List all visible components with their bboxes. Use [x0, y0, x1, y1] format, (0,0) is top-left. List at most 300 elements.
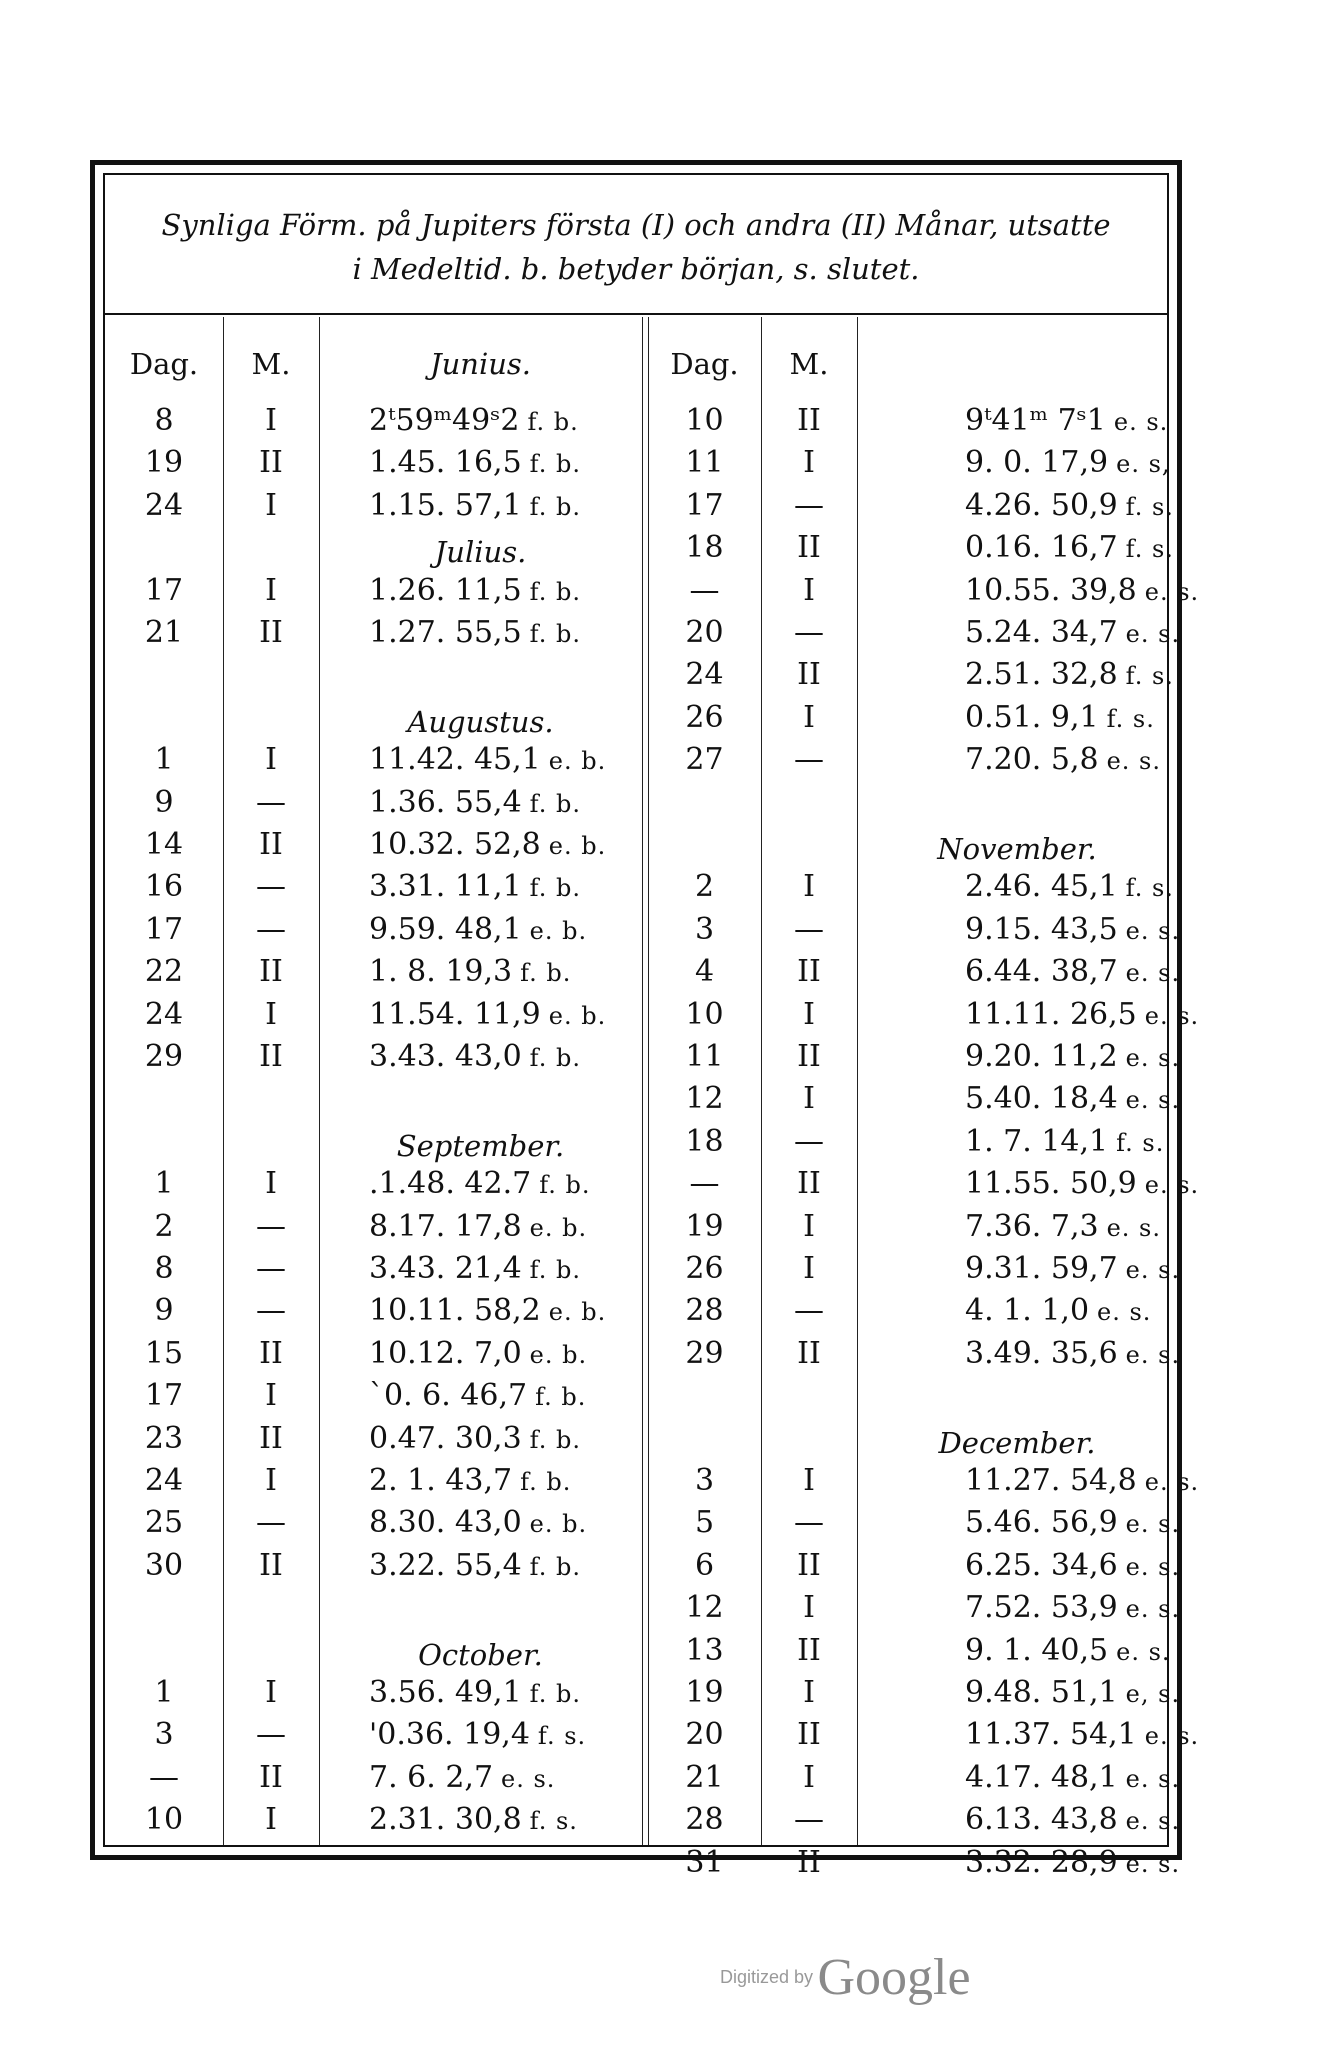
- time-value: 2.46. 45,1: [965, 869, 1118, 905]
- day-cell: 21: [685, 1759, 724, 1795]
- time-value: 2.51. 32,8: [965, 657, 1118, 693]
- day-cell: 13: [685, 1632, 724, 1668]
- time-value: 4. 1. 1,0: [965, 1293, 1090, 1329]
- day-cell: 17: [144, 911, 184, 947]
- header-dag-right: Dag.: [670, 347, 739, 381]
- moon-cell: —: [256, 784, 286, 820]
- time-cell: [965, 1842, 1181, 1884]
- moon-cell: II: [259, 1039, 283, 1074]
- time-value: 6.44. 38,7: [965, 954, 1118, 990]
- time-cell: [369, 1714, 642, 1756]
- moon-cell: I: [265, 1166, 277, 1202]
- event-suffix: e. s.: [1144, 1722, 1200, 1751]
- time-cell: [965, 1502, 1181, 1544]
- time-value: 7.20. 5,8: [965, 742, 1099, 778]
- time-cell: [369, 1502, 642, 1544]
- moon-cell: II: [797, 530, 821, 566]
- event-suffix: f. b.: [529, 620, 581, 648]
- moon-cell: I: [265, 1378, 277, 1414]
- time-cell: [965, 1799, 1181, 1841]
- day-cell: 5: [694, 1505, 715, 1541]
- time-cell: [965, 1757, 1181, 1799]
- time-cell: [369, 1460, 642, 1502]
- time-value: 1.45. 16,5: [369, 445, 522, 481]
- moon-cell: II: [259, 1420, 283, 1456]
- caption-line-2: i Medeltid. b. betyder början, s. slutet.: [352, 252, 920, 286]
- moon-cell: —: [794, 742, 824, 778]
- event-suffix: e. s.: [1125, 959, 1181, 988]
- day-cell: 18: [685, 530, 724, 566]
- day-cell: 12: [685, 1081, 724, 1117]
- time-cell: [369, 782, 642, 824]
- event-suffix: e. s.: [1125, 620, 1181, 648]
- event-suffix: e. b.: [548, 1001, 607, 1030]
- day-cell: 2: [694, 869, 715, 905]
- time-cell: [965, 1545, 1181, 1587]
- event-suffix: e. s.: [1106, 747, 1161, 776]
- event-suffix: e. b.: [529, 1213, 588, 1242]
- event-suffix: f. b.: [529, 1552, 581, 1581]
- event-suffix: e. s.: [1144, 1171, 1200, 1200]
- time-cell: [965, 1587, 1181, 1629]
- time-cell: [369, 1206, 642, 1248]
- table-frame: [90, 160, 1200, 1880]
- time-cell: [965, 1121, 1177, 1163]
- event-suffix: f. b.: [527, 408, 579, 436]
- event-suffix: e. s,: [1116, 450, 1171, 479]
- event-suffix: f. b.: [529, 789, 581, 818]
- time-value: 7. 6. 2,7: [369, 1759, 494, 1795]
- day-cell: 8: [154, 403, 174, 438]
- day-cell: 10: [685, 996, 724, 1032]
- event-suffix: f. s.: [1125, 535, 1174, 564]
- time-cell: [369, 485, 642, 527]
- time-value: 0.16. 16,7: [965, 530, 1118, 566]
- time-value: 8.30. 43,0: [369, 1505, 522, 1541]
- time-value: 11.54. 11,9: [369, 996, 541, 1032]
- day-cell: 27: [685, 742, 724, 778]
- moon-cell: —: [256, 1251, 286, 1286]
- day-cell: 19: [144, 445, 184, 481]
- day-cell: 30: [144, 1547, 184, 1583]
- day-cell: 31: [685, 1844, 724, 1880]
- moon-cell: —: [794, 487, 824, 523]
- time-cell: [965, 739, 1177, 781]
- time-cell: [965, 866, 1177, 908]
- time-cell: [965, 400, 1177, 442]
- event-suffix: e. s.: [1125, 1044, 1181, 1072]
- watermark-prefix: Digitized by: [720, 1967, 814, 1987]
- event-suffix: f. b.: [529, 874, 581, 903]
- time-value: 3.56. 49,1: [369, 1675, 522, 1710]
- time-value: 10.55. 39,8: [965, 572, 1137, 608]
- time-cell: [369, 442, 642, 484]
- day-cell: 10: [685, 403, 724, 438]
- time-value: 1.26. 11,5: [369, 572, 522, 608]
- event-suffix: e. s.: [1106, 1213, 1161, 1242]
- time-value: 3.43. 43,0: [369, 1039, 522, 1074]
- event-suffix: e, s.: [1125, 1680, 1181, 1708]
- moon-cell: —: [256, 1208, 286, 1244]
- day-cell: —: [149, 1759, 179, 1795]
- event-suffix: f. b.: [520, 959, 572, 988]
- moon-cell: II: [259, 1759, 283, 1795]
- event-suffix: e. b.: [548, 832, 607, 860]
- moon-cell: I: [803, 1463, 815, 1498]
- day-cell: 12: [685, 1590, 724, 1626]
- time-cell: [369, 739, 642, 781]
- time-value: 9.59. 48,1: [369, 911, 522, 947]
- time-cell: [369, 1290, 642, 1332]
- table-caption: [105, 175, 1167, 315]
- time-cell: [369, 951, 642, 993]
- event-suffix: f. b.: [529, 492, 581, 521]
- day-cell: 14: [144, 827, 184, 862]
- moon-cell: I: [803, 1081, 815, 1117]
- time-cell: [369, 1163, 642, 1205]
- column-rule: [223, 317, 224, 1845]
- moon-cell: I: [803, 1590, 815, 1626]
- time-cell: [965, 1163, 1200, 1205]
- day-cell: 15: [144, 1335, 184, 1371]
- event-suffix: e. b.: [529, 1340, 588, 1369]
- moon-cell: I: [803, 445, 815, 481]
- header-m-left: M.: [251, 347, 291, 381]
- moon-cell: I: [265, 742, 277, 778]
- time-value: 2. 1. 43,7: [369, 1463, 513, 1498]
- time-cell: [965, 1036, 1181, 1078]
- moon-cell: —: [256, 911, 286, 947]
- time-value: 7.36. 7,3: [965, 1208, 1099, 1244]
- event-suffix: e. s.: [1125, 1256, 1181, 1284]
- day-cell: 18: [685, 1123, 724, 1159]
- time-value: '0.36. 19,4: [369, 1717, 530, 1753]
- moon-cell: I: [803, 1759, 815, 1795]
- event-suffix: e. s.: [1125, 1595, 1181, 1624]
- month-header: September.: [396, 1128, 565, 1163]
- moon-cell: II: [797, 1335, 821, 1371]
- moon-cell: I: [265, 1675, 277, 1710]
- time-value: 1.15. 57,1: [369, 487, 522, 523]
- time-cell: [369, 866, 642, 908]
- time-cell: [965, 570, 1200, 612]
- time-value: 5.40. 18,4: [965, 1081, 1118, 1117]
- time-value: 11.55. 50,9: [965, 1166, 1137, 1202]
- digitized-by-google-watermark: [720, 1948, 971, 2007]
- event-suffix: f. b.: [520, 1468, 572, 1496]
- event-suffix: f. b.: [535, 1383, 587, 1412]
- time-value: .1.48. 42.7: [369, 1166, 532, 1202]
- time-cell: [965, 485, 1177, 527]
- day-cell: 24: [685, 657, 724, 693]
- time-value: 9. 1. 40,5: [965, 1632, 1109, 1668]
- time-cell: [369, 1248, 642, 1290]
- day-cell: 3: [694, 1463, 715, 1498]
- day-cell: 26: [685, 699, 724, 735]
- time-cell: [369, 1418, 642, 1460]
- day-cell: 19: [685, 1675, 724, 1710]
- day-cell: 3: [694, 911, 715, 947]
- event-suffix: e. b.: [529, 916, 588, 945]
- time-value: 1. 8. 19,3: [369, 954, 513, 990]
- time-cell: [965, 612, 1181, 654]
- time-value: 11.37. 54,1: [965, 1717, 1137, 1753]
- time-value: 3.32. 28,9: [965, 1844, 1118, 1880]
- time-value: 3.31. 11,1: [369, 869, 522, 905]
- moon-cell: II: [797, 1632, 821, 1668]
- moon-cell: —: [794, 615, 824, 650]
- time-value: 11.42. 45,1: [369, 742, 541, 778]
- event-suffix: f. b.: [529, 450, 581, 479]
- time-cell: [369, 909, 642, 951]
- event-suffix: e. s.: [1116, 1637, 1171, 1666]
- time-cell: [965, 1248, 1181, 1290]
- time-value: 6.13. 43,8: [965, 1802, 1118, 1838]
- event-suffix: e. s.: [1125, 1764, 1181, 1793]
- time-value: 2.31. 30,8: [369, 1802, 522, 1838]
- time-value: 4.17. 48,1: [965, 1759, 1118, 1795]
- moon-cell: —: [794, 1505, 824, 1541]
- day-cell: 17: [144, 572, 184, 608]
- day-cell: 22: [144, 954, 184, 990]
- day-cell: 4: [694, 954, 715, 990]
- time-value: 9ᵗ41ᵐ 7ˢ1: [965, 403, 1106, 438]
- event-suffix: e. s.: [1113, 408, 1169, 436]
- time-value: 5.24. 34,7: [965, 615, 1118, 650]
- time-cell: [965, 1333, 1181, 1375]
- day-cell: 24: [144, 1463, 184, 1498]
- time-value: 6.25. 34,6: [965, 1547, 1118, 1583]
- header-m-right: M.: [789, 347, 829, 381]
- day-cell: 3: [154, 1717, 174, 1753]
- moon-cell: —: [256, 1505, 286, 1541]
- time-value: 9.48. 51,1: [965, 1675, 1118, 1710]
- time-value: 3.22. 55,4: [369, 1547, 522, 1583]
- time-cell: [965, 1672, 1181, 1714]
- event-suffix: e. s.: [1144, 1001, 1200, 1030]
- moon-cell: I: [803, 869, 815, 905]
- time-cell: [965, 909, 1181, 951]
- event-suffix: f. b.: [529, 577, 581, 606]
- month-header: November.: [937, 832, 1097, 866]
- moon-cell: II: [259, 615, 283, 650]
- event-suffix: e. s.: [1125, 1510, 1181, 1539]
- day-cell: —: [689, 1166, 720, 1202]
- time-value: 11.27. 54,8: [965, 1463, 1137, 1498]
- day-cell: 28: [685, 1802, 724, 1838]
- time-cell: [369, 570, 642, 612]
- moon-cell: II: [259, 954, 283, 990]
- day-cell: 17: [144, 1378, 184, 1414]
- day-cell: 20: [685, 1717, 724, 1753]
- moon-cell: —: [794, 1802, 824, 1838]
- event-suffix: f. b.: [529, 1425, 581, 1454]
- time-cell: [965, 654, 1177, 696]
- time-cell: [965, 527, 1177, 569]
- month-header: October.: [418, 1637, 543, 1672]
- moon-cell: II: [797, 1166, 821, 1202]
- day-cell: 20: [685, 615, 724, 650]
- day-cell: 9: [154, 784, 174, 820]
- event-suffix: f. s.: [529, 1807, 578, 1836]
- time-cell: [369, 1799, 642, 1841]
- event-suffix: e. s.: [1097, 1298, 1152, 1327]
- time-value: 10.12. 7,0: [369, 1335, 522, 1371]
- moon-cell: —: [256, 869, 286, 905]
- time-value: 9.31. 59,7: [965, 1251, 1118, 1286]
- day-cell: 1: [154, 1675, 174, 1710]
- moon-cell: I: [265, 996, 277, 1032]
- event-suffix: f. s.: [1106, 704, 1155, 733]
- moon-cell: —: [256, 1293, 286, 1329]
- moon-cell: I: [265, 487, 277, 523]
- time-value: 5.46. 56,9: [965, 1505, 1118, 1541]
- event-suffix: e. s.: [1125, 1086, 1181, 1115]
- day-cell: 29: [685, 1335, 724, 1371]
- moon-cell: II: [797, 1717, 821, 1753]
- event-suffix: e. b.: [548, 1298, 607, 1327]
- time-value: 8.17. 17,8: [369, 1208, 522, 1244]
- day-cell: 28: [685, 1293, 724, 1329]
- time-cell: [369, 1672, 642, 1714]
- moon-cell: II: [797, 1844, 821, 1880]
- event-suffix: f. s.: [537, 1722, 587, 1751]
- event-suffix: e. s.: [1125, 1807, 1181, 1836]
- time-cell: [369, 1757, 642, 1799]
- time-cell: [369, 1036, 642, 1078]
- day-cell: 17: [685, 487, 724, 523]
- time-cell: [965, 442, 1177, 484]
- event-suffix: e. s.: [1125, 1849, 1181, 1878]
- moon-cell: —: [794, 1123, 824, 1159]
- day-cell: 11: [685, 445, 724, 481]
- time-value: 9.15. 43,5: [965, 911, 1118, 947]
- day-cell: 29: [144, 1039, 184, 1074]
- month-header-junius: Junius.: [429, 347, 532, 381]
- event-suffix: e. s.: [501, 1764, 556, 1793]
- time-cell: [965, 1714, 1200, 1756]
- moon-cell: —: [794, 1293, 824, 1329]
- moon-cell: II: [259, 445, 283, 481]
- time-cell: [965, 1290, 1177, 1332]
- moon-cell: I: [803, 699, 815, 735]
- time-value: 1. 7. 14,1: [965, 1123, 1109, 1159]
- month-header: December.: [938, 1425, 1096, 1460]
- day-cell: 26: [685, 1251, 724, 1286]
- event-suffix: e. s.: [1144, 1468, 1200, 1496]
- day-cell: 9: [154, 1293, 174, 1329]
- moon-cell: I: [265, 403, 277, 438]
- moon-cell: II: [797, 1039, 821, 1074]
- day-cell: 1: [154, 742, 174, 778]
- column-rule: [857, 317, 858, 1845]
- header-dag-left: Dag.: [129, 347, 199, 381]
- time-value: 4.26. 50,9: [965, 487, 1118, 523]
- month-header: Augustus.: [407, 704, 554, 739]
- time-cell: [965, 1630, 1177, 1672]
- day-cell: —: [689, 572, 720, 608]
- time-cell: [965, 697, 1177, 739]
- moon-cell: I: [803, 1251, 815, 1286]
- time-value: 7.52. 53,9: [965, 1590, 1118, 1626]
- time-value: 3.49. 35,6: [965, 1335, 1118, 1371]
- time-value: 2ᵗ59ᵐ49ˢ2: [369, 403, 520, 438]
- day-cell: 1: [154, 1166, 174, 1202]
- time-value: 0.47. 30,3: [369, 1420, 522, 1456]
- time-cell: [965, 994, 1200, 1036]
- event-suffix: e. s.: [1125, 916, 1181, 945]
- time-cell: [965, 1078, 1181, 1120]
- event-suffix: e. b.: [529, 1510, 588, 1539]
- day-cell: 16: [144, 869, 184, 905]
- event-suffix: f. s.: [1125, 874, 1174, 903]
- moon-cell: I: [803, 572, 815, 608]
- time-cell: [369, 1333, 642, 1375]
- time-value: 3.43. 21,4: [369, 1251, 522, 1286]
- event-suffix: f. s.: [1116, 1128, 1165, 1157]
- table-inner-border: [103, 173, 1200, 1880]
- event-suffix: e. s.: [1144, 577, 1200, 606]
- event-suffix: f. b.: [539, 1171, 591, 1200]
- time-cell: [965, 951, 1181, 993]
- event-suffix: e. s.: [1125, 1340, 1181, 1369]
- event-suffix: f. b.: [529, 1044, 581, 1072]
- moon-cell: II: [797, 954, 821, 990]
- moon-cell: I: [803, 996, 815, 1032]
- day-cell: 23: [144, 1420, 184, 1456]
- moon-cell: II: [259, 1547, 283, 1583]
- time-cell: [369, 824, 642, 866]
- moon-cell: I: [803, 1675, 815, 1710]
- day-cell: 21: [144, 615, 184, 650]
- event-suffix: f. s.: [1125, 662, 1174, 691]
- moon-cell: II: [259, 827, 283, 862]
- day-cell: 6: [694, 1547, 715, 1583]
- day-cell: 24: [144, 487, 184, 523]
- day-cell: 8: [154, 1251, 174, 1286]
- moon-cell: I: [265, 1802, 277, 1838]
- day-cell: 19: [685, 1208, 724, 1244]
- time-value: 9. 0. 17,9: [965, 445, 1109, 481]
- event-suffix: e. b.: [548, 747, 607, 776]
- moon-cell: I: [265, 1463, 277, 1498]
- day-cell: 2: [154, 1208, 174, 1244]
- time-value: 10.32. 52,8: [369, 827, 541, 862]
- moon-cell: II: [797, 403, 821, 438]
- day-cell: 25: [144, 1505, 184, 1541]
- time-cell: [965, 1206, 1177, 1248]
- moon-cell: I: [265, 572, 277, 608]
- time-cell: [369, 1375, 642, 1417]
- event-suffix: f. s.: [1125, 492, 1174, 521]
- event-suffix: f. b.: [529, 1680, 581, 1708]
- month-header: Julius.: [434, 535, 527, 570]
- time-cell: [369, 612, 642, 654]
- time-value: `0. 6. 46,7: [369, 1378, 528, 1414]
- day-cell: 11: [685, 1039, 724, 1074]
- day-cell: 24: [144, 996, 184, 1032]
- time-cell: [369, 400, 642, 442]
- moon-cell: —: [794, 911, 824, 947]
- time-value: 11.11. 26,5: [965, 996, 1137, 1032]
- time-cell: [965, 1460, 1200, 1502]
- event-suffix: f. b.: [529, 1256, 581, 1284]
- moon-cell: —: [256, 1717, 286, 1753]
- day-cell: 10: [144, 1802, 184, 1838]
- event-suffix: e. s.: [1125, 1552, 1181, 1581]
- time-value: 1.27. 55,5: [369, 615, 522, 650]
- time-value: 0.51. 9,1: [965, 699, 1099, 735]
